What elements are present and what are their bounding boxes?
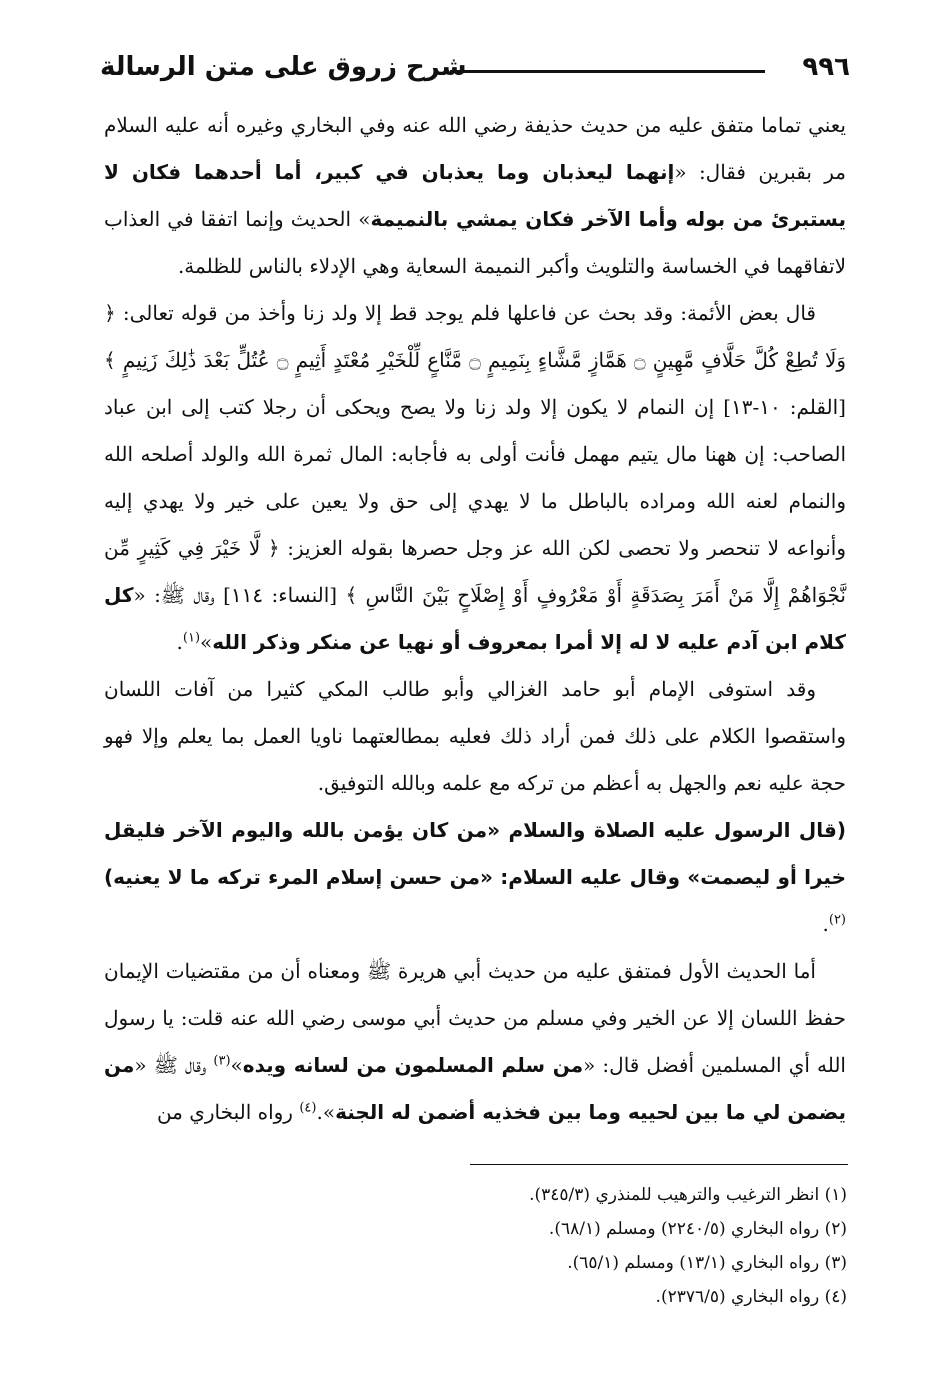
main-text: [104, 102, 846, 1136]
paragraph: [104, 102, 846, 290]
footnote-separator: [470, 1164, 848, 1165]
footnote: (٤) رواه البخاري (٢٣٧٦/٥).: [655, 1287, 847, 1307]
footnote-ref[interactable]: (٢): [828, 912, 846, 928]
hadith-quote: كل كلام ابن آدم عليه لا له إلا أمرا بمعروف أو نهيا عن منكر وذكر الله: [104, 583, 846, 654]
text-run: يعني تماما متفق عليه من حديث حذيفة رضي الله عنه وفي البخاري وغيره أنه عليه السلام مر بقبرين فقال: «: [104, 113, 846, 184]
footnote: (١) انظر الترغيب والترهيب للمنذري (٣٤٥/٣).: [529, 1185, 847, 1205]
text-run: .: [176, 630, 183, 654]
hadith-quote: من يضمن لي ما بين لحييه وما بين فخذيه أضمن له الجنة: [104, 1053, 846, 1124]
text-run: قال بعض الأئمة: وقد بحث عن فاعلها فلم يوجد قط إلا ولد زنا وأخذ من قوله تعالى: ﴿ وَلَا تُطِعْ كُلَّ حَلَّافٍ مَّهِينٍ ۝ هَمَّازٍ مَّشَّاءٍ بِنَمِيمٍ ۝ مَّنَّاعٍ لِّلْخَيْرِ مُعْتَدٍ أَثِيمٍ ۝ عُتُلٍّ بَعْدَ ذَٰلِكَ زَنِيمٍ ﴾ [القلم: ١٠-١٣] إن النمام لا يكون إلا ولد زنا ولا يصح ويحكى أن رجلا كتب إلى ابن عباد الصاحب: إن ههنا مال يتيم مهمل فأنت أولى به فأجابه: المال ثمرة الله والولد أصلحه الله والنمام لعنه الله ومراده بالباطل ما لا يهدي إلى حق ولا يعين على خير ولا يهدي إليه وأنواعه لا تنحصر ولا تحصى لكن الله عز وجل حصرها بقوله العزيز: ﴿ لَّا خَيْرَ فِي كَثِيرٍ مِّن نَّجْوَاهُمْ إِلَّا مَنْ أَمَرَ بِصَدَقَةٍ أَوْ مَعْرُوفٍ أَوْ إِصْلَاحٍ بَيْنَ النَّاسِ ﴾ [النساء: ١١٤] وقال ﷺ: «: [104, 301, 847, 607]
text-run: رواه البخاري من: [156, 1100, 300, 1124]
hadith-quote: من سلم المسلمون من لسانه ويده: [242, 1053, 584, 1077]
paragraph: [104, 666, 846, 807]
footnote-ref[interactable]: (١): [182, 630, 201, 646]
paragraph: [104, 948, 846, 1136]
footnotes: [427, 1178, 847, 1314]
header-rule: [450, 70, 765, 73]
footnote-ref[interactable]: (٤): [299, 1100, 317, 1116]
page-header: [100, 50, 850, 90]
paragraph: [104, 290, 846, 666]
matn-text: (قال الرسول عليه الصلاة والسلام «من كان يؤمن بالله واليوم الآخر فليقل خيرا أو ليصمت» وقال عليه السلام: «من حسن إسلام المرء تركه ما لا يعنيه): [104, 818, 846, 889]
footnote: (٣) رواه البخاري (١٣/١) ومسلم (٦٥/١).: [567, 1253, 847, 1273]
text-run: وقد استوفى الإمام أبو حامد الغزالي وأبو طالب المكي كثيرا من آفات اللسان واستقصوا الكلام على ذلك فمن أراد ذلك فعليه بمطالعتهما ناويا العمل بما يعلم وإلا فهو حجة عليه نعم والجهل به أعظم من تركه مع علمه وبالله التوفيق.: [104, 677, 846, 795]
text-run: »: [230, 1053, 243, 1077]
footnote: (٢) رواه البخاري (٢٢٤٠/٥) ومسلم (٦٨/١).: [548, 1219, 847, 1239]
text-run: .: [822, 912, 829, 936]
matn-paragraph: [104, 807, 846, 948]
text-run: ».: [316, 1100, 336, 1124]
footnote-ref[interactable]: (٣): [213, 1053, 231, 1069]
running-title: شرح زروق على متن الرسالة: [100, 52, 467, 82]
text-run: » الحديث وإنما اتفقا في العذاب لاتفاقهما في الخساسة والتلويث وأكبر النميمة السعاية وهي الإدلاء بالناس للظلمة.: [104, 207, 846, 278]
text-run: وقال ﷺ «: [134, 1053, 214, 1077]
page-number: ٩٩٦: [802, 52, 850, 82]
text-run: أما الحديث الأول فمتفق عليه من حديث أبي هريرة ﷺ ومعناه أن من مقتضيات الإيمان حفظ اللسان إلا عن الخير وفي مسلم من حديث أبي موسى رضي الله عنه قلت: يا رسول الله أي المسلمين أفضل قال: «: [104, 959, 846, 1077]
text-run: »: [200, 630, 213, 654]
hadith-quote: إنهما ليعذبان وما يعذبان في كبير، أما أحدهما فكان لا يستبرئ من بوله وأما الآخر فكان يمشي بالنميمة: [104, 160, 846, 231]
